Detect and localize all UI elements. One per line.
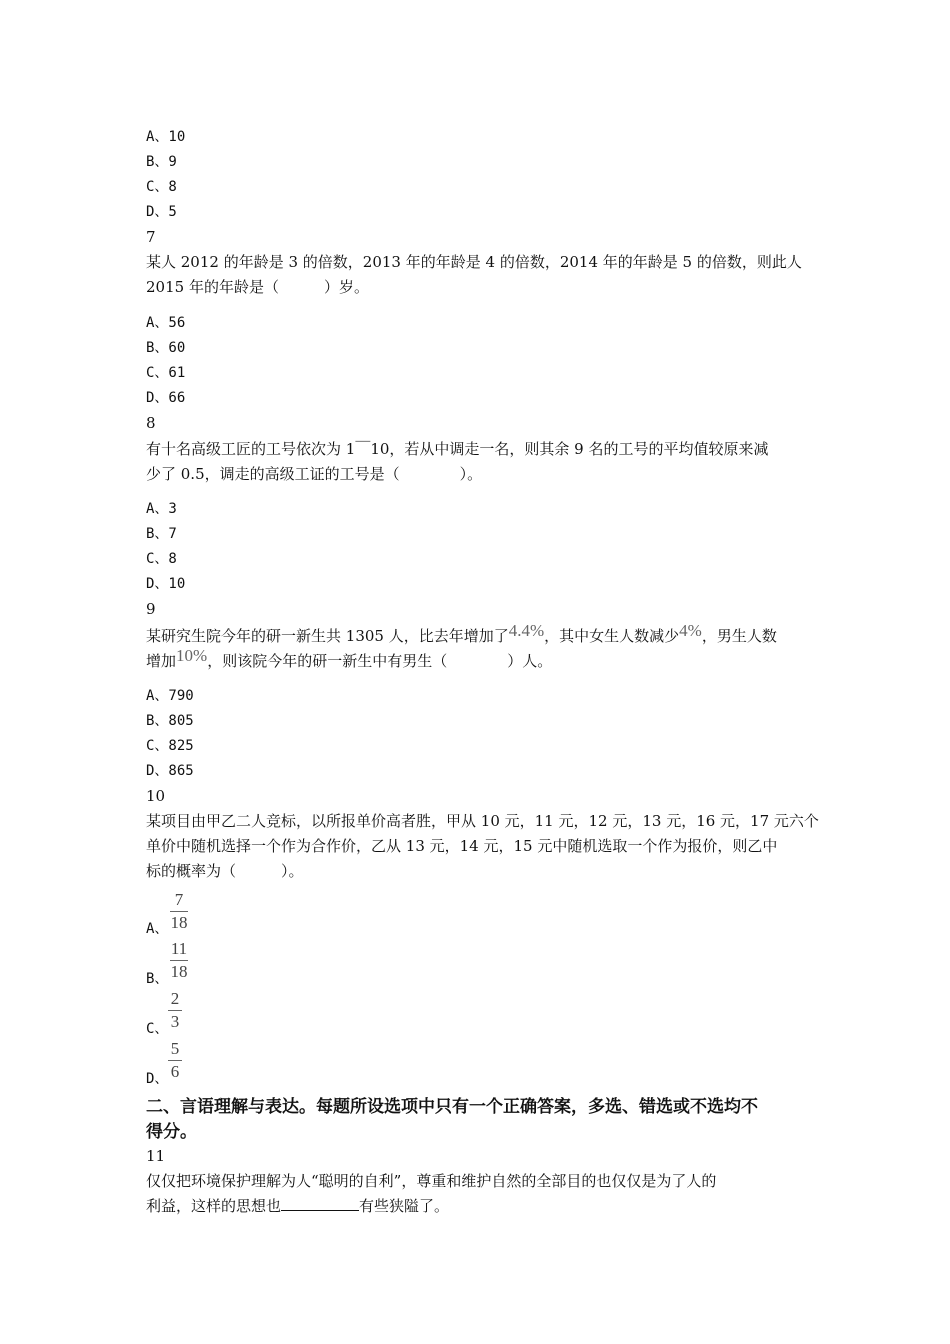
q8-option-d: D、10	[146, 576, 186, 592]
q11-line2-part-a: 利益，这样的思想也	[146, 1197, 282, 1215]
q7-option-a: A、56	[146, 315, 186, 331]
q9-pct-female: 4%	[679, 621, 702, 640]
q8-option-b: B、7	[146, 526, 177, 542]
q8-number: 8	[146, 414, 156, 432]
q6-option-a: A、10	[146, 129, 186, 145]
q8-text-line1: 有十名高级工匠的工号依次为 1￣10，若从中调走一名，则其余 9 名的工号的平均值较原来减	[146, 440, 769, 458]
q9-pct-increase: 4.4%	[508, 621, 545, 640]
q7-option-d: D、66	[146, 390, 186, 406]
q7-option-b: B、60	[146, 340, 186, 356]
fraction-bar	[170, 911, 188, 912]
q10-option-b-numerator: 11	[170, 939, 188, 958]
section2-heading-line1: 二、言语理解与表达。每题所设选项中只有一个正确答案，多选、错选或不选均不	[146, 1097, 758, 1117]
q9-text-line2	[146, 646, 553, 672]
q9-line1-part-a: 某研究生院今年的研一新生共 1305 人，比去年增加了	[146, 627, 509, 645]
fraction-bar	[168, 1010, 182, 1011]
q10-option-c-numerator: 2	[170, 989, 180, 1008]
fraction-bar	[170, 960, 188, 961]
q10-option-c-fraction	[168, 989, 182, 1032]
q10-option-d-label: D、	[146, 1071, 169, 1087]
q10-option-a-label: A、	[146, 921, 169, 937]
q10-option-c-label: C、	[146, 1021, 169, 1037]
q9-line1-part-c: ，男生人数	[701, 627, 777, 645]
q10-text-line3: 标的概率为（ ）。	[146, 862, 304, 880]
q10-option-b-fraction	[170, 939, 188, 982]
q9-option-a: A、790	[146, 688, 194, 704]
q7-text-line1: 某人 2012 的年龄是 3 的倍数，2013 年的年龄是 4 的倍数，2014 年的年龄是 5 的倍数，则此人	[146, 253, 802, 271]
q8-option-c: C、8	[146, 551, 177, 567]
fraction-bar	[168, 1060, 182, 1061]
q9-number: 9	[146, 600, 156, 618]
q10-option-c-denominator: 3	[170, 1012, 180, 1031]
q9-line1-part-b: ，其中女生人数减少	[544, 627, 680, 645]
q9-pct-male: 10%	[176, 646, 208, 665]
q9-option-d: D、865	[146, 763, 194, 779]
q9-option-c: C、825	[146, 738, 194, 754]
q10-option-a-fraction	[170, 890, 188, 933]
q7-option-c: C、61	[146, 365, 186, 381]
q6-option-d: D、5	[146, 204, 177, 220]
q9-line2-part-a: 增加	[146, 652, 177, 670]
section2-heading-line2: 得分。	[146, 1122, 197, 1142]
q9-line2-part-b: ，则该院今年的研一新生中有男生（ ）人。	[207, 652, 553, 670]
q10-option-b-label: B、	[146, 971, 169, 987]
q11-number: 11	[146, 1147, 166, 1165]
q10-option-a-denominator: 18	[170, 913, 188, 932]
q10-option-a-numerator: 7	[174, 890, 184, 909]
q9-option-b: B、805	[146, 713, 194, 729]
q9-text-line1	[146, 621, 777, 647]
q6-option-b: B、9	[146, 154, 177, 170]
q11-text-line2	[146, 1195, 449, 1217]
q10-option-d-numerator: 5	[170, 1039, 180, 1058]
q11-line2-part-b: 有些狭隘了。	[359, 1197, 450, 1215]
q10-option-b-denominator: 18	[170, 962, 188, 981]
q8-option-a: A、3	[146, 501, 177, 517]
q8-text-line2: 少了 0.5，调走的高级工证的工号是（ ）。	[146, 465, 483, 483]
q7-number: 7	[146, 228, 156, 246]
q10-text-line2: 单价中随机选择一个作为合作价，乙从 13 元，14 元，15 元中随机选取一个作为报价，则乙中	[146, 837, 778, 855]
q7-text-line2: 2015 年的年龄是（ ）岁。	[146, 278, 369, 296]
q11-text-line1: 仅仅把环境保护理解为人“聪明的自利”，尊重和维护自然的全部目的也仅仅是为了人的	[146, 1172, 717, 1190]
q10-number: 10	[146, 787, 166, 805]
q6-option-c: C、8	[146, 179, 177, 195]
q10-option-d-denominator: 6	[170, 1062, 180, 1081]
q11-fill-blank	[281, 1196, 359, 1211]
q10-option-d-fraction	[168, 1039, 182, 1082]
q10-text-line1: 某项目由甲乙二人竞标，以所报单价高者胜，甲从 10 元，11 元，12 元，13 元，16 元，17 元六个	[146, 812, 819, 830]
